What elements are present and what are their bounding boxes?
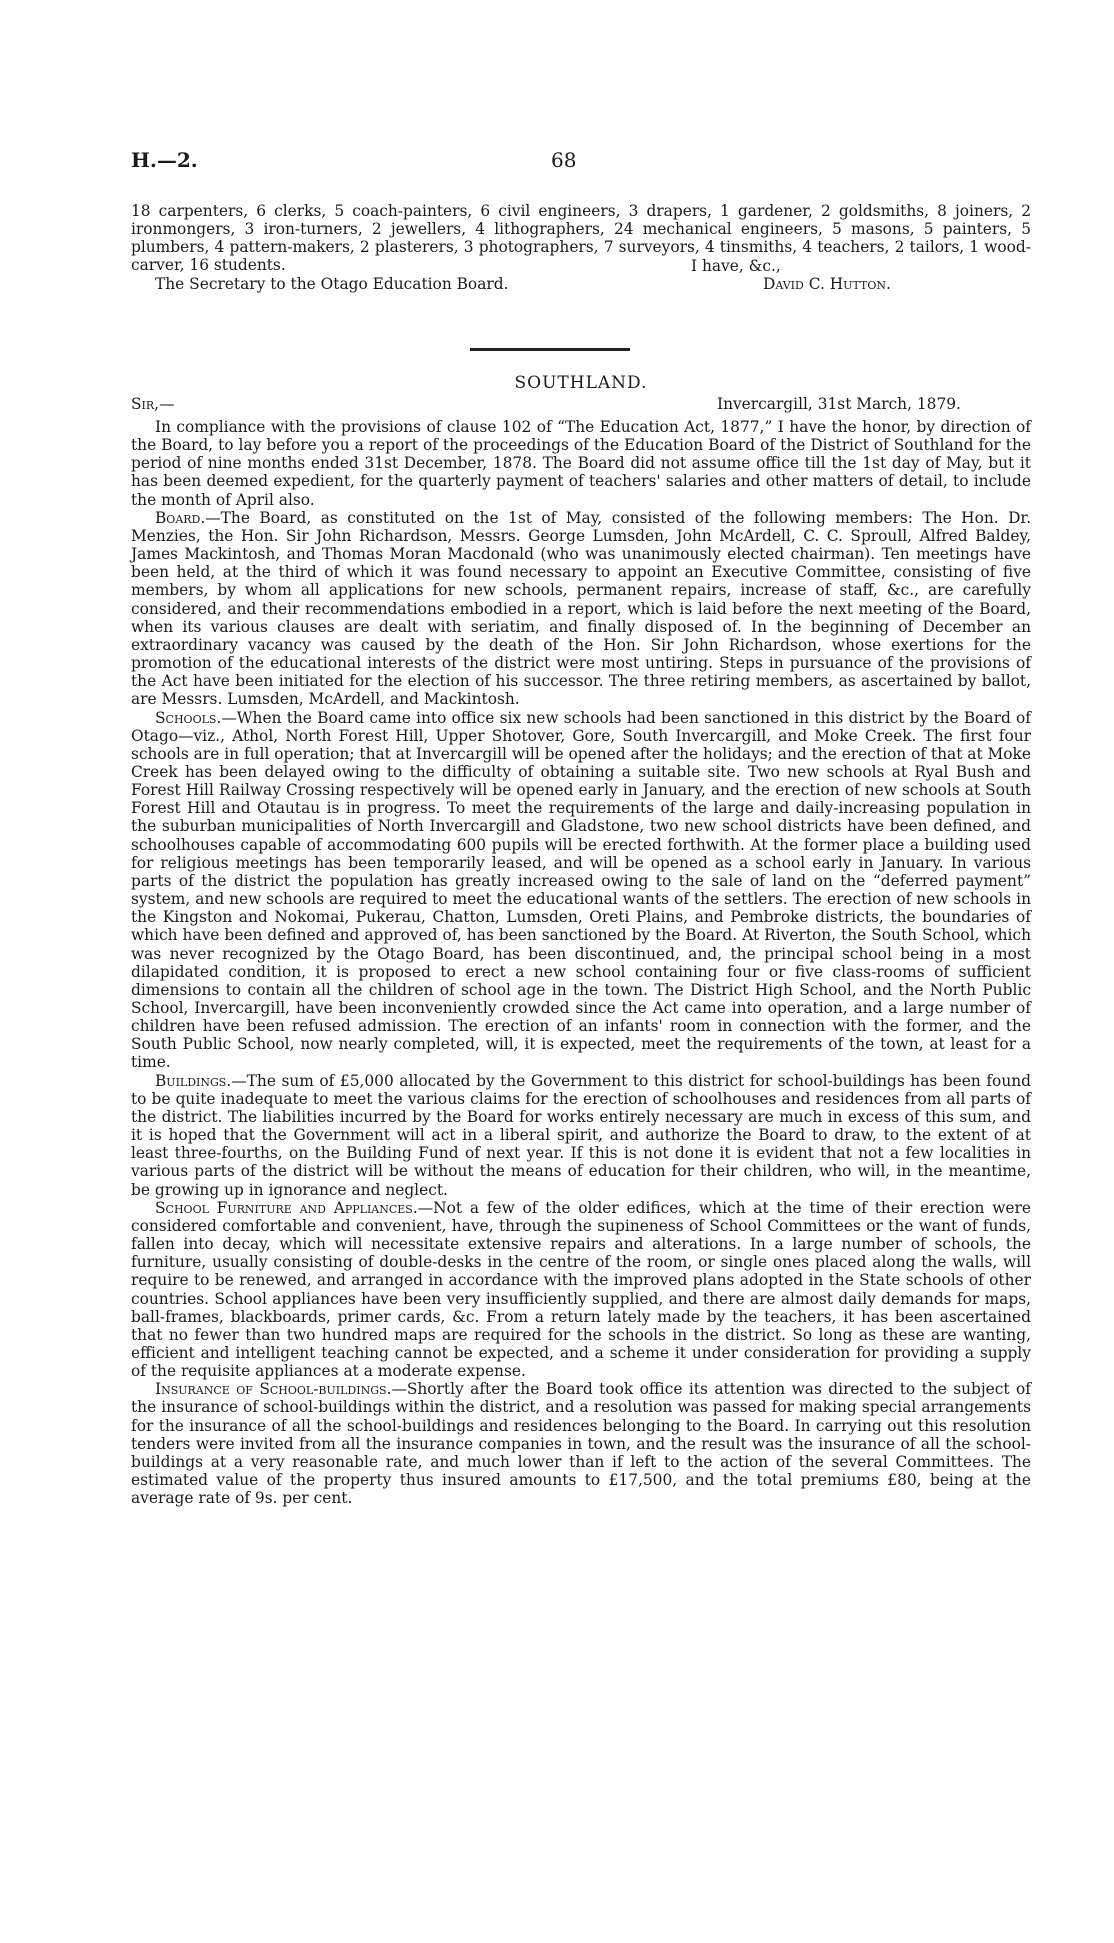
paragraph-text: —The sum of £5,000 allocated by the Government to this district for school-buildings has been found to be quite inadequate to meet the various claims for the erection of schoolhouses and residences from all parts of the district. The liabilities incurred by the Board for works entirely necessary are much in excess of this sum, and it is hoped that the Government will act in a liberal spirit, and authorize the Board to draw, to the extent of at least three-fourths, on the Building Fund of next year. If this is not done it is evident that not a few localities in various parts of the district will be without the means of education for their children, who will, in the meantime, be growing up in ignorance and neglect. [131,1071,1031,1199]
place-date: Invercargill, 31st March, 1879. [717,395,961,413]
salutation-line [131,395,1031,415]
paragraph-text: In compliance with the provisions of clause 102 of “The Education Act, 1877,” I have the honor, by direction of the Board, to lay before you a report of the proceedings of the Education Board of the District of Southland for the period of nine months ended 31st December, 1878. The Board did not assume office till the 1st day of May, but it has been deemed expedient, for the quarterly payment of teachers' salaries and other matters of detail, to include the month of April also. [131,418,1031,509]
paragraph-text: —The Board, as constituted on the 1st of May, consisted of the following members: The Hon. Dr. Menzies, the Hon. Sir John Richardson, Messrs. George Lumsden, John McArdell, C. C. Sproull, Alfred Baldey, James Mackintosh, and Thomas Moran Macdonald (who was unanimously elected chairman). Ten meetings have been held, at the third of which it was found necessary to appoint an Executive Committee, consisting of five members, by whom all applications for new schools, permanent repairs, increase of staff, &c., are carefully considered, and their recommendations embodied in a report, which is laid before the next meeting of the Board, when its various clauses are dealt with seriatim, and finally disposed of. In the beginning of December an extraordinary vacancy was caused by the death of the Hon. Sir John Richardson, whose exertions for the promotion of the educational interests of the district were most untiring. Steps in pursuance of the provisions of the Act have been initiated for the election of his successor. The three retiring members, as ascertained by ballot, are Messrs. Lumsden, McArdell, and Mackintosh. [131,508,1031,709]
addressee: The Secretary to the Otago Education Board. [155,274,509,293]
buildings-paragraph [131,1072,1031,1199]
section-divider [470,348,630,351]
occupations-paragraph: 18 carpenters, 6 clerks, 5 coach-painters, 6 civil engineers, 3 drapers, 1 gardener, 2 goldsmiths, 8 joiners, 2 ironmongers, 3 iron-turners, 2 jewellers, 4 lithographers, 24 mechanical engineers, 5 masons, 5 painters, 5 plumbers, 4 pattern-makers, 2 plasterers, 3 photographers, 7 surveyors, 4 tinsmiths, 4 teachers, 2 tailors, 1 wood-carver, 16 students. [131,202,1031,275]
previous-report-ending [131,202,1031,293]
salutation: Sir,— [131,395,175,413]
section-title: SOUTHLAND. [514,373,648,393]
paragraph-text: —When the Board came into office six new schools had been sanctioned in this district by the Board of Otago—viz., Athol, North Forest Hill, Upper Shotover, Gore, South Invercargill, and Moke Creek. The first four schools are in full operation; that at Invercargill will be opened after the holidays; and the erection of that at Moke Creek has been delayed owing to the difficulty of obtaining a suitable site. Two new schools at Ryal Bush and Forest Hill Railway Crossing respectively will be opened early in January, and the erection of new schools at South Forest Hill and Otautau is in progress. To meet the requirements of the large and daily-increasing population in the suburban municipalities of North Invercargill and Gladstone, two new school districts have been defined, and schoolhouses capable of accommodating 600 pupils will be erected forthwith. At the former place a building used for religious meetings has been temporarily leased, and will be opened as a school early in January. In various parts of the district the population has greatly increased owing to the sale of land on the “deferred payment” system, and new schools are required to meet the educational wants of the settlers. The erection of new schools in the Kingston and Nokomai, Pukerau, Chatton, Lumsden, Oreti Plains, and Pembroke districts, the boundaries of which have been defined and approved of, has been sanctioned by the Board. At Riverton, the South School, which was never recognized by the Otago Board, has been discontinued, and, the principal school being in a most dilapidated condition, it is proposed to erect a new school containing four or five class-rooms of sufficient dimensions to contain all the children of school age in the town. The District High School, and the North Public School, Invercargill, have been inconveniently crowded since the Act came into operation, and a large number of children have been refused admission. The erection of an infants' room in connection with the former, and the South Public School, now nearly completed, will, it is expected, meet the requirements of the town, at least for a time. [131,708,1031,1072]
schools-paragraph [131,709,1031,1072]
introduction-paragraph [131,418,1031,509]
board-paragraph [131,509,1031,709]
report-reference: H.—2. [131,148,198,172]
signature: David C. Hutton. [763,274,891,293]
closing-line [131,256,1031,293]
paragraph-heading: Insurance of School-buildings. [155,1380,392,1399]
paragraph-text: —Shortly after the Board took office its attention was directed to the subject of the insurance of school-buildings within the district, and a resolution was passed for making special arrangements for the insurance of all the school-buildings and residences belonging to the Board. In carrying out this resolution tenders were invited from all the insurance companies in town, and the result was the insurance of all the school-buildings at a very reasonable rate, and much lower than if left to the action of the several Committees. The estimated value of the property thus insured amounts to £17,500, and the total premiums £80, being at the average rate of 9s. per cent. [131,1380,1031,1508]
page-header [131,148,1031,178]
paragraph-heading: Buildings. [155,1071,232,1090]
paragraph-heading: Schools. [155,708,222,727]
paragraph-text: —Not a few of the older edifices, which at the time of their erection were considered comfortable and convenient, have, through the supineness of School Committees or the want of funds, fallen into decay, which will necessitate extensive repairs and alterations. In a large number of schools, the furniture, usually consisting of double-desks in the centre of the room, or single ones placed along the walls, will require to be renewed, and arranged in accordance with the improved plans adopted in the State schools of other countries. School appliances have been very insufficiently supplied, and there are almost daily demands for maps, ball-frames, blackboards, primer cards, &c. From a return lately made by the teachers, it has been ascertained that no fewer than two hundred maps are required for the schools in the district. So long as these are wanting, efficient and intelligent teaching cannot be expected, and a scheme it under consideration for providing a supply of the requisite appliances at a moderate expense. [131,1198,1031,1381]
closing: I have, &c., [691,256,781,275]
page-number: 68 [551,148,577,172]
report-body [131,418,1031,1507]
furniture-paragraph [131,1199,1031,1381]
insurance-paragraph [131,1380,1031,1507]
paragraph-heading: Board. [155,508,206,527]
paragraph-heading: School Furniture and Appliances. [155,1198,418,1217]
